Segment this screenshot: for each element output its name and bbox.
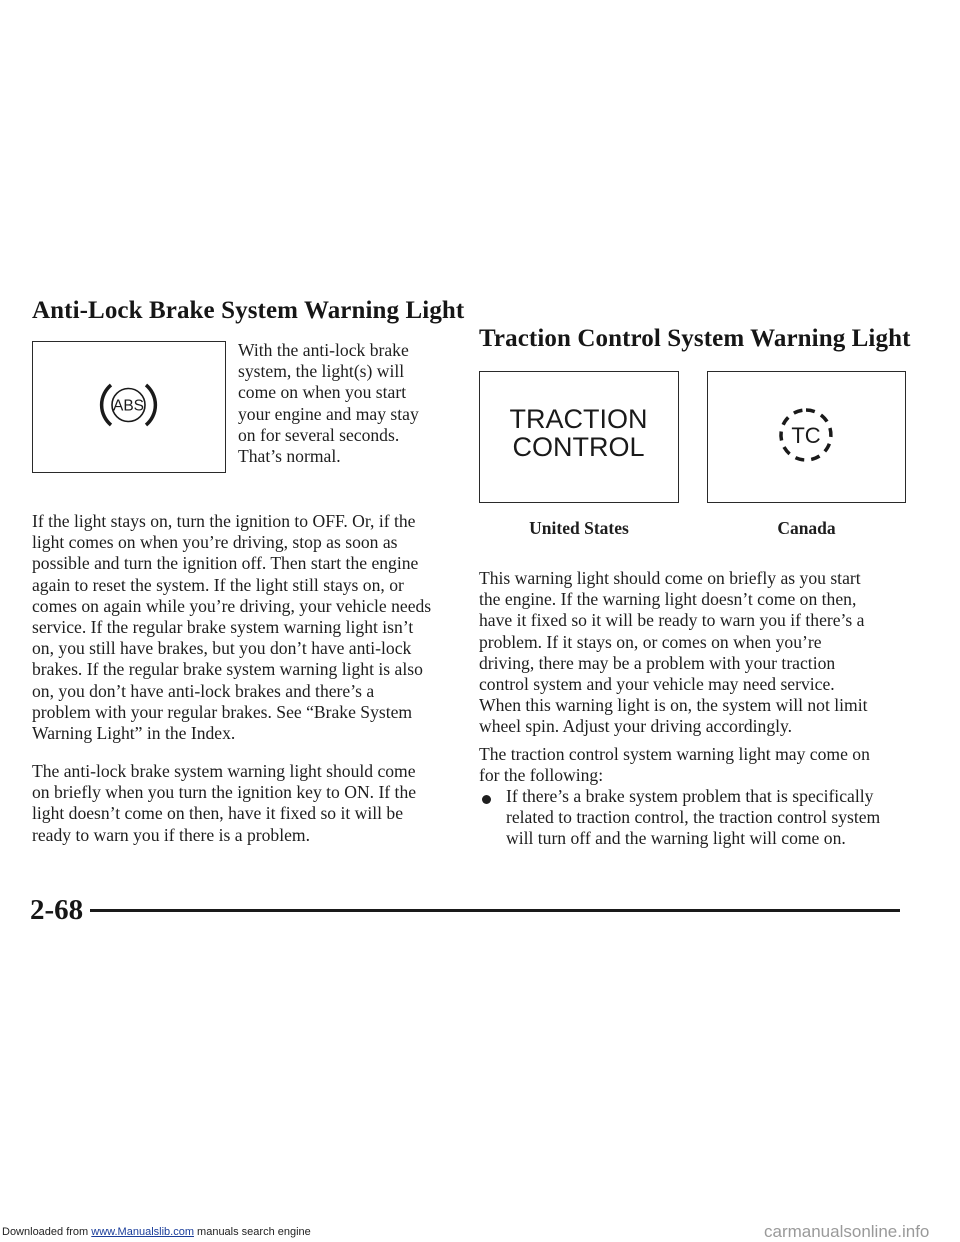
us-caption: United States: [529, 518, 629, 538]
abs-intro-line: your engine and may stay: [238, 403, 419, 424]
abs-intro-line: That’s normal.: [238, 446, 341, 467]
bullet-icon: [482, 795, 491, 804]
abs-section-title: Anti-Lock Brake System Warning Light: [32, 297, 465, 324]
abs-para1-line: brakes. If the regular brake system warning light is also: [32, 659, 423, 680]
manualslib-link[interactable]: www.Manualslib.com: [91, 1226, 194, 1238]
tc-bullet-line: will turn off and the warning light will come on.: [506, 828, 846, 849]
tc-bullet-line: related to traction control, the traction control system: [506, 807, 881, 828]
page-number: 2-68: [30, 894, 84, 926]
abs-para2-line: The anti-lock brake system warning light should come: [32, 761, 416, 781]
abs-para1-line: again to reset the system. If the light still stays on, or: [32, 574, 404, 595]
tc-para1-line: This warning light should come on briefly as you start: [479, 568, 861, 588]
abs-para1-line: light comes on when you’re driving, stop as soon as: [32, 532, 398, 553]
download-suffix: manuals search engine: [193, 1226, 311, 1238]
tc-us-symbol-line: TRACTION: [509, 404, 648, 434]
tc-para1-line: When this warning light is on, the system will not limit: [479, 695, 868, 716]
download-source-note: [2, 1226, 311, 1238]
abs-paragraph-1: [32, 511, 431, 744]
tc-warning-icon: [708, 372, 904, 501]
tc-para1-line: problem. If it stays on, or comes on when you’re: [479, 631, 822, 652]
tc-us-symbol-box: [479, 371, 679, 503]
abs-icon-text: ABS: [112, 397, 145, 415]
abs-para1-line: comes on again while you’re driving, your vehicle needs: [32, 595, 432, 616]
canada-caption: Canada: [777, 518, 836, 538]
abs-para1-line: service. If the regular brake system warning light isn’t: [32, 617, 414, 638]
traction-control-icon: [480, 405, 677, 461]
tc-section-title: Traction Control System Warning Light: [479, 325, 911, 352]
tc-para1-line: the engine. If the warning light doesn’t come on then,: [479, 589, 857, 610]
tc-icon-text: TC: [791, 423, 821, 448]
abs-paragraph-2: [32, 761, 416, 846]
download-prefix: Downloaded from: [2, 1226, 92, 1238]
footer-rule: [90, 909, 900, 912]
abs-para1-line: problem with your regular brakes. See “Brake System: [32, 701, 413, 722]
tc-para2-line: for the following:: [479, 765, 604, 786]
abs-para2-line: ready to warn you if there is a problem.: [32, 824, 310, 845]
abs-intro-line: With the anti-lock brake: [238, 340, 409, 360]
abs-para1-line: possible and turn the ignition off. Then start the engine: [32, 553, 419, 574]
abs-para1-line: on, you still have brakes, but you don’t have anti-lock: [32, 638, 412, 659]
abs-para2-line: light doesn’t come on then, have it fixed so it will be: [32, 803, 404, 824]
tc-bullet-line: If there’s a brake system problem that is specifically: [506, 786, 874, 806]
abs-intro-line: on for several seconds.: [238, 424, 400, 445]
tc-canada-symbol-box: [707, 371, 906, 503]
abs-intro-line: come on when you start: [238, 382, 407, 403]
abs-para2-line: on briefly when you turn the ignition key to ON. If the: [32, 782, 417, 803]
abs-para1-line: on, you don’t have anti-lock brakes and there’s a: [32, 680, 375, 701]
watermark: carmanualsonline.info: [764, 1222, 930, 1241]
abs-intro-line: system, the light(s) will: [238, 361, 405, 382]
tc-para1-line: wheel spin. Adjust your driving accordingly.: [479, 716, 793, 737]
abs-para1-line: Warning Light” in the Index.: [32, 723, 236, 744]
abs-warning-icon: [33, 342, 224, 471]
tc-para2-line: The traction control system warning light may come on: [479, 744, 870, 764]
tc-paragraph-2: [479, 744, 870, 786]
tc-bullet-item: [506, 786, 880, 850]
tc-para1-line: driving, there may be a problem with your traction: [479, 652, 836, 673]
tc-para1-line: control system and your vehicle may need service.: [479, 674, 835, 695]
abs-intro-text: [238, 340, 419, 467]
tc-us-symbol-line: CONTROL: [512, 432, 645, 462]
tc-paragraph-1: [479, 568, 868, 738]
tc-para1-line: have it fixed so it will be ready to warn you if there’s a: [479, 610, 865, 631]
abs-symbol-box: [32, 341, 226, 473]
abs-para1-line: If the light stays on, turn the ignition to OFF. Or, if the: [32, 511, 416, 531]
